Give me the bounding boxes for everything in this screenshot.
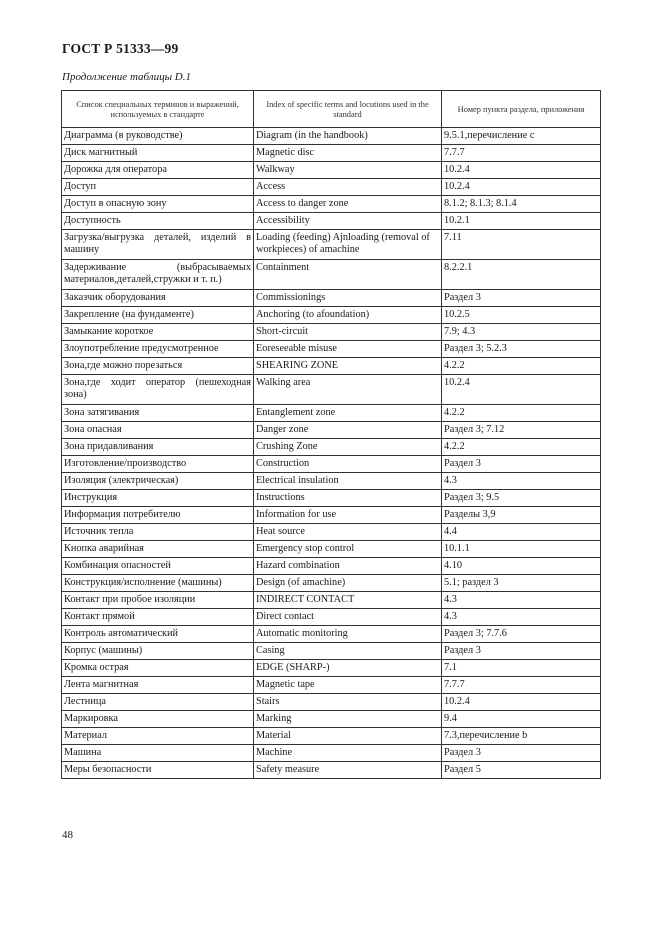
section-ref-cell: 10.2.4 xyxy=(442,694,601,711)
table-row xyxy=(62,145,601,162)
section-ref-cell: 9.4 xyxy=(442,711,601,728)
section-ref-cell: Раздел 3 xyxy=(442,643,601,660)
russian-term-cell: Зона затягивания xyxy=(62,405,254,422)
table-row xyxy=(62,575,601,592)
russian-term-cell: Диаграмма (в руководстве) xyxy=(62,128,254,145)
table-row xyxy=(62,609,601,626)
english-term-cell: Entanglement zone xyxy=(254,405,442,422)
russian-term-cell: Диск магнитный xyxy=(62,145,254,162)
section-ref-cell: 10.2.4 xyxy=(442,375,601,405)
russian-term-cell: Зона опасная xyxy=(62,422,254,439)
english-term-cell: Commissionings xyxy=(254,290,442,307)
russian-term-cell: Изготовление/производство xyxy=(62,456,254,473)
english-term-cell: Danger zone xyxy=(254,422,442,439)
table-row xyxy=(62,507,601,524)
section-ref-cell: Раздел 5 xyxy=(442,762,601,779)
table-row xyxy=(62,422,601,439)
table-row xyxy=(62,128,601,145)
russian-term-cell: Доступность xyxy=(62,213,254,230)
table-row xyxy=(62,196,601,213)
table-row xyxy=(62,473,601,490)
table-row xyxy=(62,745,601,762)
table-row xyxy=(62,405,601,422)
english-term-cell: Diagram (in the handbook) xyxy=(254,128,442,145)
section-ref-cell: Раздел 3; 5.2.3 xyxy=(442,341,601,358)
english-term-cell: Design (of amachine) xyxy=(254,575,442,592)
section-ref-cell: 7.1 xyxy=(442,660,601,677)
russian-term-cell: Источник тепла xyxy=(62,524,254,541)
column-header-section-number: Номер пункта раздела, приложения xyxy=(442,91,601,128)
russian-term-cell: Загрузка/выгрузка деталей, изделий в машину xyxy=(62,230,254,260)
section-ref-cell: 4.2.2 xyxy=(442,358,601,375)
section-ref-cell: 4.2.2 xyxy=(442,405,601,422)
table-row xyxy=(62,541,601,558)
section-ref-cell: 8.2.2.1 xyxy=(442,260,601,290)
section-ref-cell: 4.3 xyxy=(442,592,601,609)
english-term-cell: Hazard combination xyxy=(254,558,442,575)
section-ref-cell: 4.3 xyxy=(442,609,601,626)
section-ref-cell: 10.2.4 xyxy=(442,162,601,179)
terms-table xyxy=(61,90,601,779)
russian-term-cell: Контакт прямой xyxy=(62,609,254,626)
section-ref-cell: 4.10 xyxy=(442,558,601,575)
russian-term-cell: Информация потребителю xyxy=(62,507,254,524)
table-row xyxy=(62,358,601,375)
english-term-cell: Information for use xyxy=(254,507,442,524)
russian-term-cell: Инструкция xyxy=(62,490,254,507)
english-term-cell: Heat source xyxy=(254,524,442,541)
section-ref-cell: 7.7.7 xyxy=(442,677,601,694)
section-ref-cell: Раздел 3; 9.5 xyxy=(442,490,601,507)
english-term-cell: Casing xyxy=(254,643,442,660)
table-row xyxy=(62,375,601,405)
table-row xyxy=(62,307,601,324)
section-ref-cell: 4.4 xyxy=(442,524,601,541)
section-ref-cell: Разделы 3,9 xyxy=(442,507,601,524)
table-row xyxy=(62,694,601,711)
english-term-cell: Walkway xyxy=(254,162,442,179)
english-term-cell: SHEARING ZONE xyxy=(254,358,442,375)
russian-term-cell: Материал xyxy=(62,728,254,745)
table-row xyxy=(62,677,601,694)
document-code: ГОСТ Р 51333—99 xyxy=(62,41,179,56)
section-ref-cell: 7.9; 4.3 xyxy=(442,324,601,341)
table-row xyxy=(62,290,601,307)
russian-term-cell: Конструкция/исполнение (машины) xyxy=(62,575,254,592)
section-ref-cell: 5.1; раздел 3 xyxy=(442,575,601,592)
table-row xyxy=(62,260,601,290)
russian-term-cell: Дорожка для оператора xyxy=(62,162,254,179)
table-row xyxy=(62,592,601,609)
table-row xyxy=(62,439,601,456)
section-ref-cell: Раздел 3 xyxy=(442,290,601,307)
section-ref-cell: Раздел 3 xyxy=(442,745,601,762)
english-term-cell: Electrical insulation xyxy=(254,473,442,490)
section-ref-cell: 4.2.2 xyxy=(442,439,601,456)
section-ref-cell: 9.5.1,перечисление с xyxy=(442,128,601,145)
section-ref-cell: 10.1.1 xyxy=(442,541,601,558)
section-ref-cell: 10.2.1 xyxy=(442,213,601,230)
table-row xyxy=(62,456,601,473)
english-term-cell: Containment xyxy=(254,260,442,290)
russian-term-cell: Задерживание (выбрасываемых материалов,деталей,стружки и т. п.) xyxy=(62,260,254,290)
table-row xyxy=(62,626,601,643)
table-row xyxy=(62,762,601,779)
english-term-cell: EDGE (SHARP-) xyxy=(254,660,442,677)
english-term-cell: Accessibility xyxy=(254,213,442,230)
table-row xyxy=(62,558,601,575)
section-ref-cell: Раздел 3 xyxy=(442,456,601,473)
table-row xyxy=(62,230,601,260)
russian-term-cell: Контакт при пробое изоляции xyxy=(62,592,254,609)
english-term-cell: Access to danger zone xyxy=(254,196,442,213)
table-row xyxy=(62,341,601,358)
english-term-cell: Direct contact xyxy=(254,609,442,626)
english-term-cell: Automatic monitoring xyxy=(254,626,442,643)
section-ref-cell: Раздел 3; 7.12 xyxy=(442,422,601,439)
table-row xyxy=(62,660,601,677)
russian-term-cell: Лестница xyxy=(62,694,254,711)
russian-term-cell: Замыкание короткое xyxy=(62,324,254,341)
russian-term-cell: Доступ xyxy=(62,179,254,196)
russian-term-cell: Контроль автоматический xyxy=(62,626,254,643)
russian-term-cell: Изоляция (электрическая) xyxy=(62,473,254,490)
russian-term-cell: Кнопка аварийная xyxy=(62,541,254,558)
english-term-cell: Magnetic tape xyxy=(254,677,442,694)
section-ref-cell: 7.11 xyxy=(442,230,601,260)
section-ref-cell: 4.3 xyxy=(442,473,601,490)
table-header-row xyxy=(62,91,601,128)
table-row xyxy=(62,524,601,541)
russian-term-cell: Машина xyxy=(62,745,254,762)
russian-term-cell: Заказчик оборудования xyxy=(62,290,254,307)
russian-term-cell: Доступ в опасную зону xyxy=(62,196,254,213)
english-term-cell: Construction xyxy=(254,456,442,473)
table-row xyxy=(62,643,601,660)
table-row xyxy=(62,213,601,230)
table-row xyxy=(62,728,601,745)
section-ref-cell: 7.3,перечисление b xyxy=(442,728,601,745)
russian-term-cell: Корпус (машины) xyxy=(62,643,254,660)
table-caption: Продолжение таблицы D.1 xyxy=(62,71,191,83)
russian-term-cell: Закрепление (на фундаменте) xyxy=(62,307,254,324)
column-header-english-terms: Index of specific terms and locutions used in the standard xyxy=(254,91,442,128)
english-term-cell: Stairs xyxy=(254,694,442,711)
english-term-cell: Machine xyxy=(254,745,442,762)
table-row xyxy=(62,324,601,341)
page-number: 48 xyxy=(62,829,73,841)
table-row xyxy=(62,162,601,179)
section-ref-cell: 8.1.2; 8.1.3; 8.1.4 xyxy=(442,196,601,213)
english-term-cell: Instructions xyxy=(254,490,442,507)
english-term-cell: Eoreseeable misuse xyxy=(254,341,442,358)
russian-term-cell: Зона придавливания xyxy=(62,439,254,456)
column-header-russian-terms: Список специальных терминов и выражений, используемых в стандарте xyxy=(62,91,254,128)
english-term-cell: Short-circuit xyxy=(254,324,442,341)
russian-term-cell: Меры безопасности xyxy=(62,762,254,779)
english-term-cell: Walking area xyxy=(254,375,442,405)
english-term-cell: Access xyxy=(254,179,442,196)
russian-term-cell: Злоупотребление предусмотренное xyxy=(62,341,254,358)
russian-term-cell: Зона,где можно порезаться xyxy=(62,358,254,375)
table-row xyxy=(62,490,601,507)
english-term-cell: Material xyxy=(254,728,442,745)
russian-term-cell: Маркировка xyxy=(62,711,254,728)
english-term-cell: Safety measure xyxy=(254,762,442,779)
section-ref-cell: 7.7.7 xyxy=(442,145,601,162)
section-ref-cell: 10.2.5 xyxy=(442,307,601,324)
english-term-cell: Emergency stop control xyxy=(254,541,442,558)
russian-term-cell: Кромка острая xyxy=(62,660,254,677)
section-ref-cell: 10.2.4 xyxy=(442,179,601,196)
russian-term-cell: Зона,где ходит оператор (пешеходная зона) xyxy=(62,375,254,405)
english-term-cell: INDIRECT CONTACT xyxy=(254,592,442,609)
english-term-cell: Loading (feeding) Ajnloading (removal of workpieces) of amachine xyxy=(254,230,442,260)
table-row xyxy=(62,711,601,728)
section-ref-cell: Раздел 3; 7.7.6 xyxy=(442,626,601,643)
russian-term-cell: Лента магнитная xyxy=(62,677,254,694)
english-term-cell: Crushing Zone xyxy=(254,439,442,456)
english-term-cell: Anchoring (to afoundation) xyxy=(254,307,442,324)
table-row xyxy=(62,179,601,196)
english-term-cell: Marking xyxy=(254,711,442,728)
russian-term-cell: Комбинация опасностей xyxy=(62,558,254,575)
english-term-cell: Magnetic disc xyxy=(254,145,442,162)
